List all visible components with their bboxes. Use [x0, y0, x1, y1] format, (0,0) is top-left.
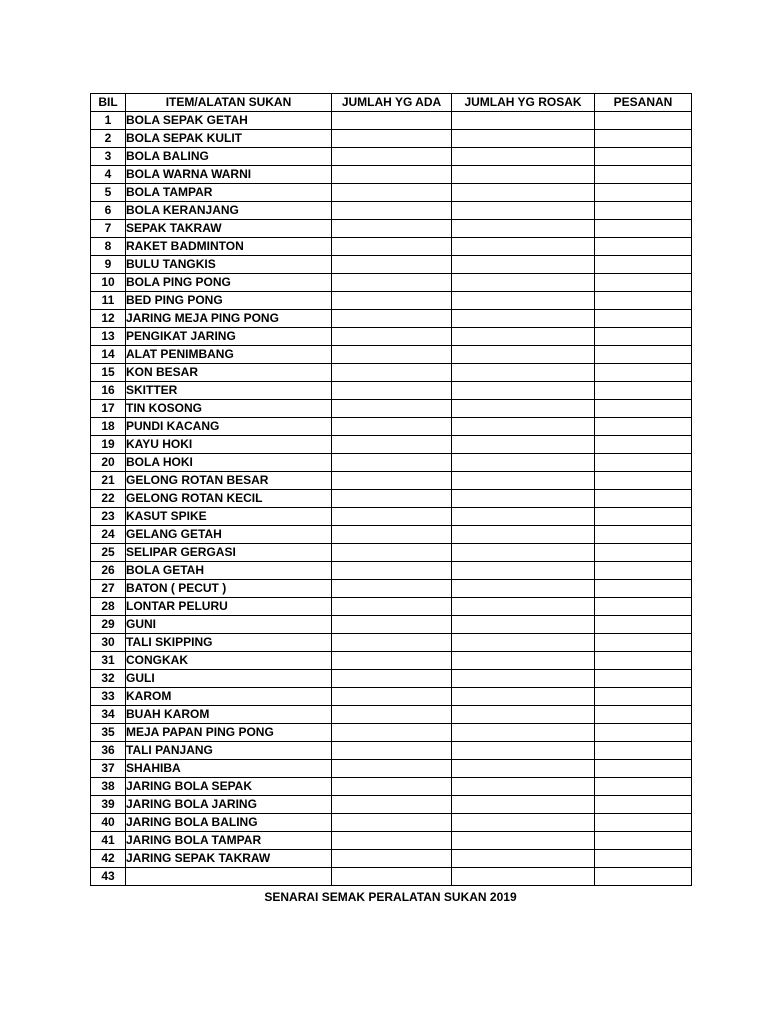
- pesanan-cell[interactable]: [595, 634, 692, 652]
- pesanan-cell[interactable]: [595, 760, 692, 778]
- row-item-name: BOLA PING PONG: [126, 274, 332, 292]
- row-item-name: BOLA SEPAK KULIT: [126, 130, 332, 148]
- table-row: [91, 238, 692, 256]
- table-row: [91, 400, 692, 418]
- row-item-name: JARING BOLA SEPAK: [126, 778, 332, 796]
- jumlah-ada-cell[interactable]: [332, 256, 452, 274]
- table-row: [91, 814, 692, 832]
- row-number: 5: [91, 184, 126, 202]
- pesanan-cell[interactable]: [595, 202, 692, 220]
- jumlah-rosak-cell[interactable]: [452, 328, 595, 346]
- row-item-name: BOLA KERANJANG: [126, 202, 332, 220]
- jumlah-ada-cell[interactable]: [332, 814, 452, 832]
- table-row: [91, 508, 692, 526]
- jumlah-rosak-cell[interactable]: [452, 238, 595, 256]
- jumlah-ada-cell[interactable]: [332, 238, 452, 256]
- table-row: [91, 472, 692, 490]
- table-row: [91, 670, 692, 688]
- jumlah-ada-cell[interactable]: [332, 634, 452, 652]
- document-caption: SENARAI SEMAK PERALATAN SUKAN 2019: [264, 890, 517, 904]
- jumlah-ada-cell[interactable]: [332, 436, 452, 454]
- table-row: [91, 130, 692, 148]
- row-item-name: JARING SEPAK TAKRAW: [126, 850, 332, 868]
- jumlah-rosak-cell[interactable]: [452, 778, 595, 796]
- jumlah-rosak-cell[interactable]: [452, 832, 595, 850]
- row-item-name: SEPAK TAKRAW: [126, 220, 332, 238]
- row-number: 35: [91, 724, 126, 742]
- jumlah-rosak-cell[interactable]: [452, 472, 595, 490]
- row-item-name: GELONG ROTAN BESAR: [126, 472, 332, 490]
- table-row: [91, 868, 692, 886]
- table-row: [91, 688, 692, 706]
- row-number: 27: [91, 580, 126, 598]
- row-number: 22: [91, 490, 126, 508]
- table-row: [91, 616, 692, 634]
- jumlah-rosak-cell[interactable]: [452, 346, 595, 364]
- row-item-name: BOLA HOKI: [126, 454, 332, 472]
- table-row: [91, 202, 692, 220]
- pesanan-cell[interactable]: [595, 310, 692, 328]
- row-number: 25: [91, 544, 126, 562]
- jumlah-ada-cell[interactable]: [332, 580, 452, 598]
- row-number: 8: [91, 238, 126, 256]
- row-number: 13: [91, 328, 126, 346]
- equipment-checklist-table: [90, 93, 692, 886]
- jumlah-ada-cell[interactable]: [332, 850, 452, 868]
- pesanan-cell[interactable]: [595, 148, 692, 166]
- table-row: [91, 742, 692, 760]
- table-row: [91, 490, 692, 508]
- row-number: 15: [91, 364, 126, 382]
- jumlah-rosak-cell[interactable]: [452, 418, 595, 436]
- jumlah-rosak-cell[interactable]: [452, 616, 595, 634]
- table-body: [91, 112, 692, 886]
- table-row: [91, 166, 692, 184]
- jumlah-ada-cell[interactable]: [332, 490, 452, 508]
- jumlah-ada-cell[interactable]: [332, 274, 452, 292]
- pesanan-cell[interactable]: [595, 868, 692, 886]
- jumlah-ada-cell[interactable]: [332, 400, 452, 418]
- row-item-name: PENGIKAT JARING: [126, 328, 332, 346]
- jumlah-rosak-cell[interactable]: [452, 256, 595, 274]
- row-number: 28: [91, 598, 126, 616]
- jumlah-ada-cell[interactable]: [332, 598, 452, 616]
- row-number: 24: [91, 526, 126, 544]
- row-item-name: JARING MEJA PING PONG: [126, 310, 332, 328]
- row-item-name: BATON ( PECUT ): [126, 580, 332, 598]
- pesanan-cell[interactable]: [595, 508, 692, 526]
- jumlah-rosak-cell[interactable]: [452, 166, 595, 184]
- jumlah-ada-cell[interactable]: [332, 562, 452, 580]
- jumlah-ada-cell[interactable]: [332, 130, 452, 148]
- row-item-name: TALI SKIPPING: [126, 634, 332, 652]
- row-number: 6: [91, 202, 126, 220]
- jumlah-ada-cell[interactable]: [332, 148, 452, 166]
- jumlah-ada-cell[interactable]: [332, 202, 452, 220]
- row-item-name: KAYU HOKI: [126, 436, 332, 454]
- table-row: [91, 796, 692, 814]
- table-row: [91, 112, 692, 130]
- row-item-name: BOLA BALING: [126, 148, 332, 166]
- jumlah-ada-cell[interactable]: [332, 706, 452, 724]
- row-number: 31: [91, 652, 126, 670]
- row-item-name: JARING BOLA BALING: [126, 814, 332, 832]
- pesanan-cell[interactable]: [595, 526, 692, 544]
- jumlah-rosak-cell[interactable]: [452, 634, 595, 652]
- jumlah-rosak-cell[interactable]: [452, 706, 595, 724]
- row-number: 40: [91, 814, 126, 832]
- row-number: 17: [91, 400, 126, 418]
- jumlah-ada-cell[interactable]: [332, 832, 452, 850]
- pesanan-cell[interactable]: [595, 706, 692, 724]
- pesanan-cell[interactable]: [595, 436, 692, 454]
- row-item-name: GULI: [126, 670, 332, 688]
- jumlah-rosak-cell[interactable]: [452, 670, 595, 688]
- table-row: [91, 598, 692, 616]
- jumlah-ada-cell[interactable]: [332, 616, 452, 634]
- pesanan-cell[interactable]: [595, 166, 692, 184]
- row-number: 42: [91, 850, 126, 868]
- header-jumlah-rosak: JUMLAH YG ROSAK: [452, 94, 595, 112]
- pesanan-cell[interactable]: [595, 184, 692, 202]
- row-item-name: KASUT SPIKE: [126, 508, 332, 526]
- row-number: 23: [91, 508, 126, 526]
- jumlah-rosak-cell[interactable]: [452, 292, 595, 310]
- pesanan-cell[interactable]: [595, 598, 692, 616]
- pesanan-cell[interactable]: [595, 814, 692, 832]
- row-number: 10: [91, 274, 126, 292]
- jumlah-rosak-cell[interactable]: [452, 688, 595, 706]
- jumlah-ada-cell[interactable]: [332, 220, 452, 238]
- pesanan-cell[interactable]: [595, 742, 692, 760]
- jumlah-ada-cell[interactable]: [332, 724, 452, 742]
- jumlah-rosak-cell[interactable]: [452, 112, 595, 130]
- jumlah-ada-cell[interactable]: [332, 796, 452, 814]
- row-number: 4: [91, 166, 126, 184]
- pesanan-cell[interactable]: [595, 130, 692, 148]
- row-number: 18: [91, 418, 126, 436]
- row-item-name: BUAH KAROM: [126, 706, 332, 724]
- jumlah-rosak-cell[interactable]: [452, 850, 595, 868]
- pesanan-cell[interactable]: [595, 382, 692, 400]
- jumlah-rosak-cell[interactable]: [452, 742, 595, 760]
- pesanan-cell[interactable]: [595, 292, 692, 310]
- header-item: ITEM/ALATAN SUKAN: [126, 94, 332, 112]
- table-header-row: [91, 94, 692, 112]
- jumlah-ada-cell[interactable]: [332, 670, 452, 688]
- row-item-name: PUNDI KACANG: [126, 418, 332, 436]
- header-pesanan: PESANAN: [595, 94, 692, 112]
- jumlah-rosak-cell[interactable]: [452, 184, 595, 202]
- pesanan-cell[interactable]: [595, 670, 692, 688]
- jumlah-rosak-cell[interactable]: [452, 544, 595, 562]
- jumlah-rosak-cell[interactable]: [452, 562, 595, 580]
- row-number: 21: [91, 472, 126, 490]
- table-row: [91, 634, 692, 652]
- jumlah-rosak-cell[interactable]: [452, 724, 595, 742]
- pesanan-cell[interactable]: [595, 778, 692, 796]
- row-number: 14: [91, 346, 126, 364]
- jumlah-rosak-cell[interactable]: [452, 436, 595, 454]
- row-item-name: TIN KOSONG: [126, 400, 332, 418]
- table-row: [91, 184, 692, 202]
- row-item-name: JARING BOLA TAMPAR: [126, 832, 332, 850]
- table-row: [91, 364, 692, 382]
- table-row: [91, 220, 692, 238]
- jumlah-rosak-cell[interactable]: [452, 652, 595, 670]
- jumlah-rosak-cell[interactable]: [452, 220, 595, 238]
- row-number: 33: [91, 688, 126, 706]
- row-number: 30: [91, 634, 126, 652]
- row-number: 12: [91, 310, 126, 328]
- jumlah-rosak-cell[interactable]: [452, 454, 595, 472]
- jumlah-rosak-cell[interactable]: [452, 508, 595, 526]
- jumlah-rosak-cell[interactable]: [452, 868, 595, 886]
- table-row: [91, 382, 692, 400]
- row-number: 7: [91, 220, 126, 238]
- pesanan-cell[interactable]: [595, 652, 692, 670]
- row-item-name: MEJA PAPAN PING PONG: [126, 724, 332, 742]
- table-row: [91, 454, 692, 472]
- table-row: [91, 148, 692, 166]
- jumlah-rosak-cell[interactable]: [452, 490, 595, 508]
- jumlah-rosak-cell[interactable]: [452, 526, 595, 544]
- jumlah-ada-cell[interactable]: [332, 292, 452, 310]
- row-item-name: LONTAR PELURU: [126, 598, 332, 616]
- pesanan-cell[interactable]: [595, 796, 692, 814]
- jumlah-rosak-cell[interactable]: [452, 310, 595, 328]
- pesanan-cell[interactable]: [595, 274, 692, 292]
- jumlah-ada-cell[interactable]: [332, 382, 452, 400]
- row-item-name: GELANG GETAH: [126, 526, 332, 544]
- jumlah-ada-cell[interactable]: [332, 760, 452, 778]
- pesanan-cell[interactable]: [595, 724, 692, 742]
- pesanan-cell[interactable]: [595, 832, 692, 850]
- pesanan-cell[interactable]: [595, 472, 692, 490]
- jumlah-ada-cell[interactable]: [332, 418, 452, 436]
- pesanan-cell[interactable]: [595, 616, 692, 634]
- row-item-name: SKITTER: [126, 382, 332, 400]
- row-item-name: JARING BOLA JARING: [126, 796, 332, 814]
- row-number: 9: [91, 256, 126, 274]
- row-number: 34: [91, 706, 126, 724]
- row-item-name: [126, 868, 332, 886]
- row-number: 32: [91, 670, 126, 688]
- row-item-name: BED PING PONG: [126, 292, 332, 310]
- pesanan-cell[interactable]: [595, 580, 692, 598]
- row-item-name: SHAHIBA: [126, 760, 332, 778]
- row-item-name: CONGKAK: [126, 652, 332, 670]
- table-row: [91, 436, 692, 454]
- row-item-name: BOLA TAMPAR: [126, 184, 332, 202]
- jumlah-rosak-cell[interactable]: [452, 148, 595, 166]
- jumlah-ada-cell[interactable]: [332, 688, 452, 706]
- jumlah-rosak-cell[interactable]: [452, 202, 595, 220]
- row-item-name: ALAT PENIMBANG: [126, 346, 332, 364]
- jumlah-ada-cell[interactable]: [332, 868, 452, 886]
- pesanan-cell[interactable]: [595, 544, 692, 562]
- jumlah-ada-cell[interactable]: [332, 310, 452, 328]
- jumlah-ada-cell[interactable]: [332, 346, 452, 364]
- jumlah-ada-cell[interactable]: [332, 778, 452, 796]
- pesanan-cell[interactable]: [595, 328, 692, 346]
- jumlah-ada-cell[interactable]: [332, 742, 452, 760]
- row-number: 11: [91, 292, 126, 310]
- jumlah-rosak-cell[interactable]: [452, 400, 595, 418]
- jumlah-ada-cell[interactable]: [332, 472, 452, 490]
- row-number: 3: [91, 148, 126, 166]
- pesanan-cell[interactable]: [595, 418, 692, 436]
- row-number: 29: [91, 616, 126, 634]
- jumlah-ada-cell[interactable]: [332, 508, 452, 526]
- table-row: [91, 850, 692, 868]
- table-row: [91, 310, 692, 328]
- pesanan-cell[interactable]: [595, 490, 692, 508]
- table-row: [91, 706, 692, 724]
- header-jumlah-ada: JUMLAH YG ADA: [332, 94, 452, 112]
- table-row: [91, 328, 692, 346]
- jumlah-rosak-cell[interactable]: [452, 598, 595, 616]
- table-row: [91, 292, 692, 310]
- row-number: 38: [91, 778, 126, 796]
- jumlah-ada-cell[interactable]: [332, 166, 452, 184]
- jumlah-ada-cell[interactable]: [332, 544, 452, 562]
- pesanan-cell[interactable]: [595, 400, 692, 418]
- pesanan-cell[interactable]: [595, 688, 692, 706]
- row-number: 43: [91, 868, 126, 886]
- row-number: 1: [91, 112, 126, 130]
- pesanan-cell[interactable]: [595, 562, 692, 580]
- row-number: 39: [91, 796, 126, 814]
- jumlah-ada-cell[interactable]: [332, 184, 452, 202]
- jumlah-ada-cell[interactable]: [332, 526, 452, 544]
- table-row: [91, 760, 692, 778]
- jumlah-rosak-cell[interactable]: [452, 382, 595, 400]
- jumlah-rosak-cell[interactable]: [452, 760, 595, 778]
- row-item-name: BOLA GETAH: [126, 562, 332, 580]
- row-number: 16: [91, 382, 126, 400]
- jumlah-rosak-cell[interactable]: [452, 580, 595, 598]
- pesanan-cell[interactable]: [595, 256, 692, 274]
- row-number: 37: [91, 760, 126, 778]
- table-row: [91, 652, 692, 670]
- row-item-name: RAKET BADMINTON: [126, 238, 332, 256]
- row-number: 26: [91, 562, 126, 580]
- table-row: [91, 778, 692, 796]
- jumlah-ada-cell[interactable]: [332, 364, 452, 382]
- checklist-document: [90, 93, 690, 904]
- jumlah-ada-cell[interactable]: [332, 454, 452, 472]
- jumlah-rosak-cell[interactable]: [452, 364, 595, 382]
- table-row: [91, 544, 692, 562]
- pesanan-cell[interactable]: [595, 346, 692, 364]
- table-row: [91, 346, 692, 364]
- row-number: 2: [91, 130, 126, 148]
- jumlah-rosak-cell[interactable]: [452, 796, 595, 814]
- row-number: 41: [91, 832, 126, 850]
- row-item-name: KAROM: [126, 688, 332, 706]
- row-item-name: BULU TANGKIS: [126, 256, 332, 274]
- table-row: [91, 580, 692, 598]
- table-row: [91, 832, 692, 850]
- row-number: 19: [91, 436, 126, 454]
- jumlah-rosak-cell[interactable]: [452, 130, 595, 148]
- pesanan-cell[interactable]: [595, 220, 692, 238]
- row-item-name: BOLA SEPAK GETAH: [126, 112, 332, 130]
- table-row: [91, 724, 692, 742]
- jumlah-ada-cell[interactable]: [332, 652, 452, 670]
- pesanan-cell[interactable]: [595, 238, 692, 256]
- table-row: [91, 418, 692, 436]
- pesanan-cell[interactable]: [595, 454, 692, 472]
- table-row: [91, 562, 692, 580]
- row-number: 20: [91, 454, 126, 472]
- pesanan-cell[interactable]: [595, 850, 692, 868]
- row-number: 36: [91, 742, 126, 760]
- header-bil: BIL: [91, 94, 126, 112]
- jumlah-rosak-cell[interactable]: [452, 814, 595, 832]
- jumlah-ada-cell[interactable]: [332, 112, 452, 130]
- pesanan-cell[interactable]: [595, 112, 692, 130]
- row-item-name: KON BESAR: [126, 364, 332, 382]
- table-row: [91, 274, 692, 292]
- row-item-name: BOLA WARNA WARNI: [126, 166, 332, 184]
- table-row: [91, 256, 692, 274]
- jumlah-ada-cell[interactable]: [332, 328, 452, 346]
- row-item-name: GUNI: [126, 616, 332, 634]
- pesanan-cell[interactable]: [595, 364, 692, 382]
- row-item-name: GELONG ROTAN KECIL: [126, 490, 332, 508]
- row-item-name: SELIPAR GERGASI: [126, 544, 332, 562]
- table-row: [91, 526, 692, 544]
- row-item-name: TALI PANJANG: [126, 742, 332, 760]
- jumlah-rosak-cell[interactable]: [452, 274, 595, 292]
